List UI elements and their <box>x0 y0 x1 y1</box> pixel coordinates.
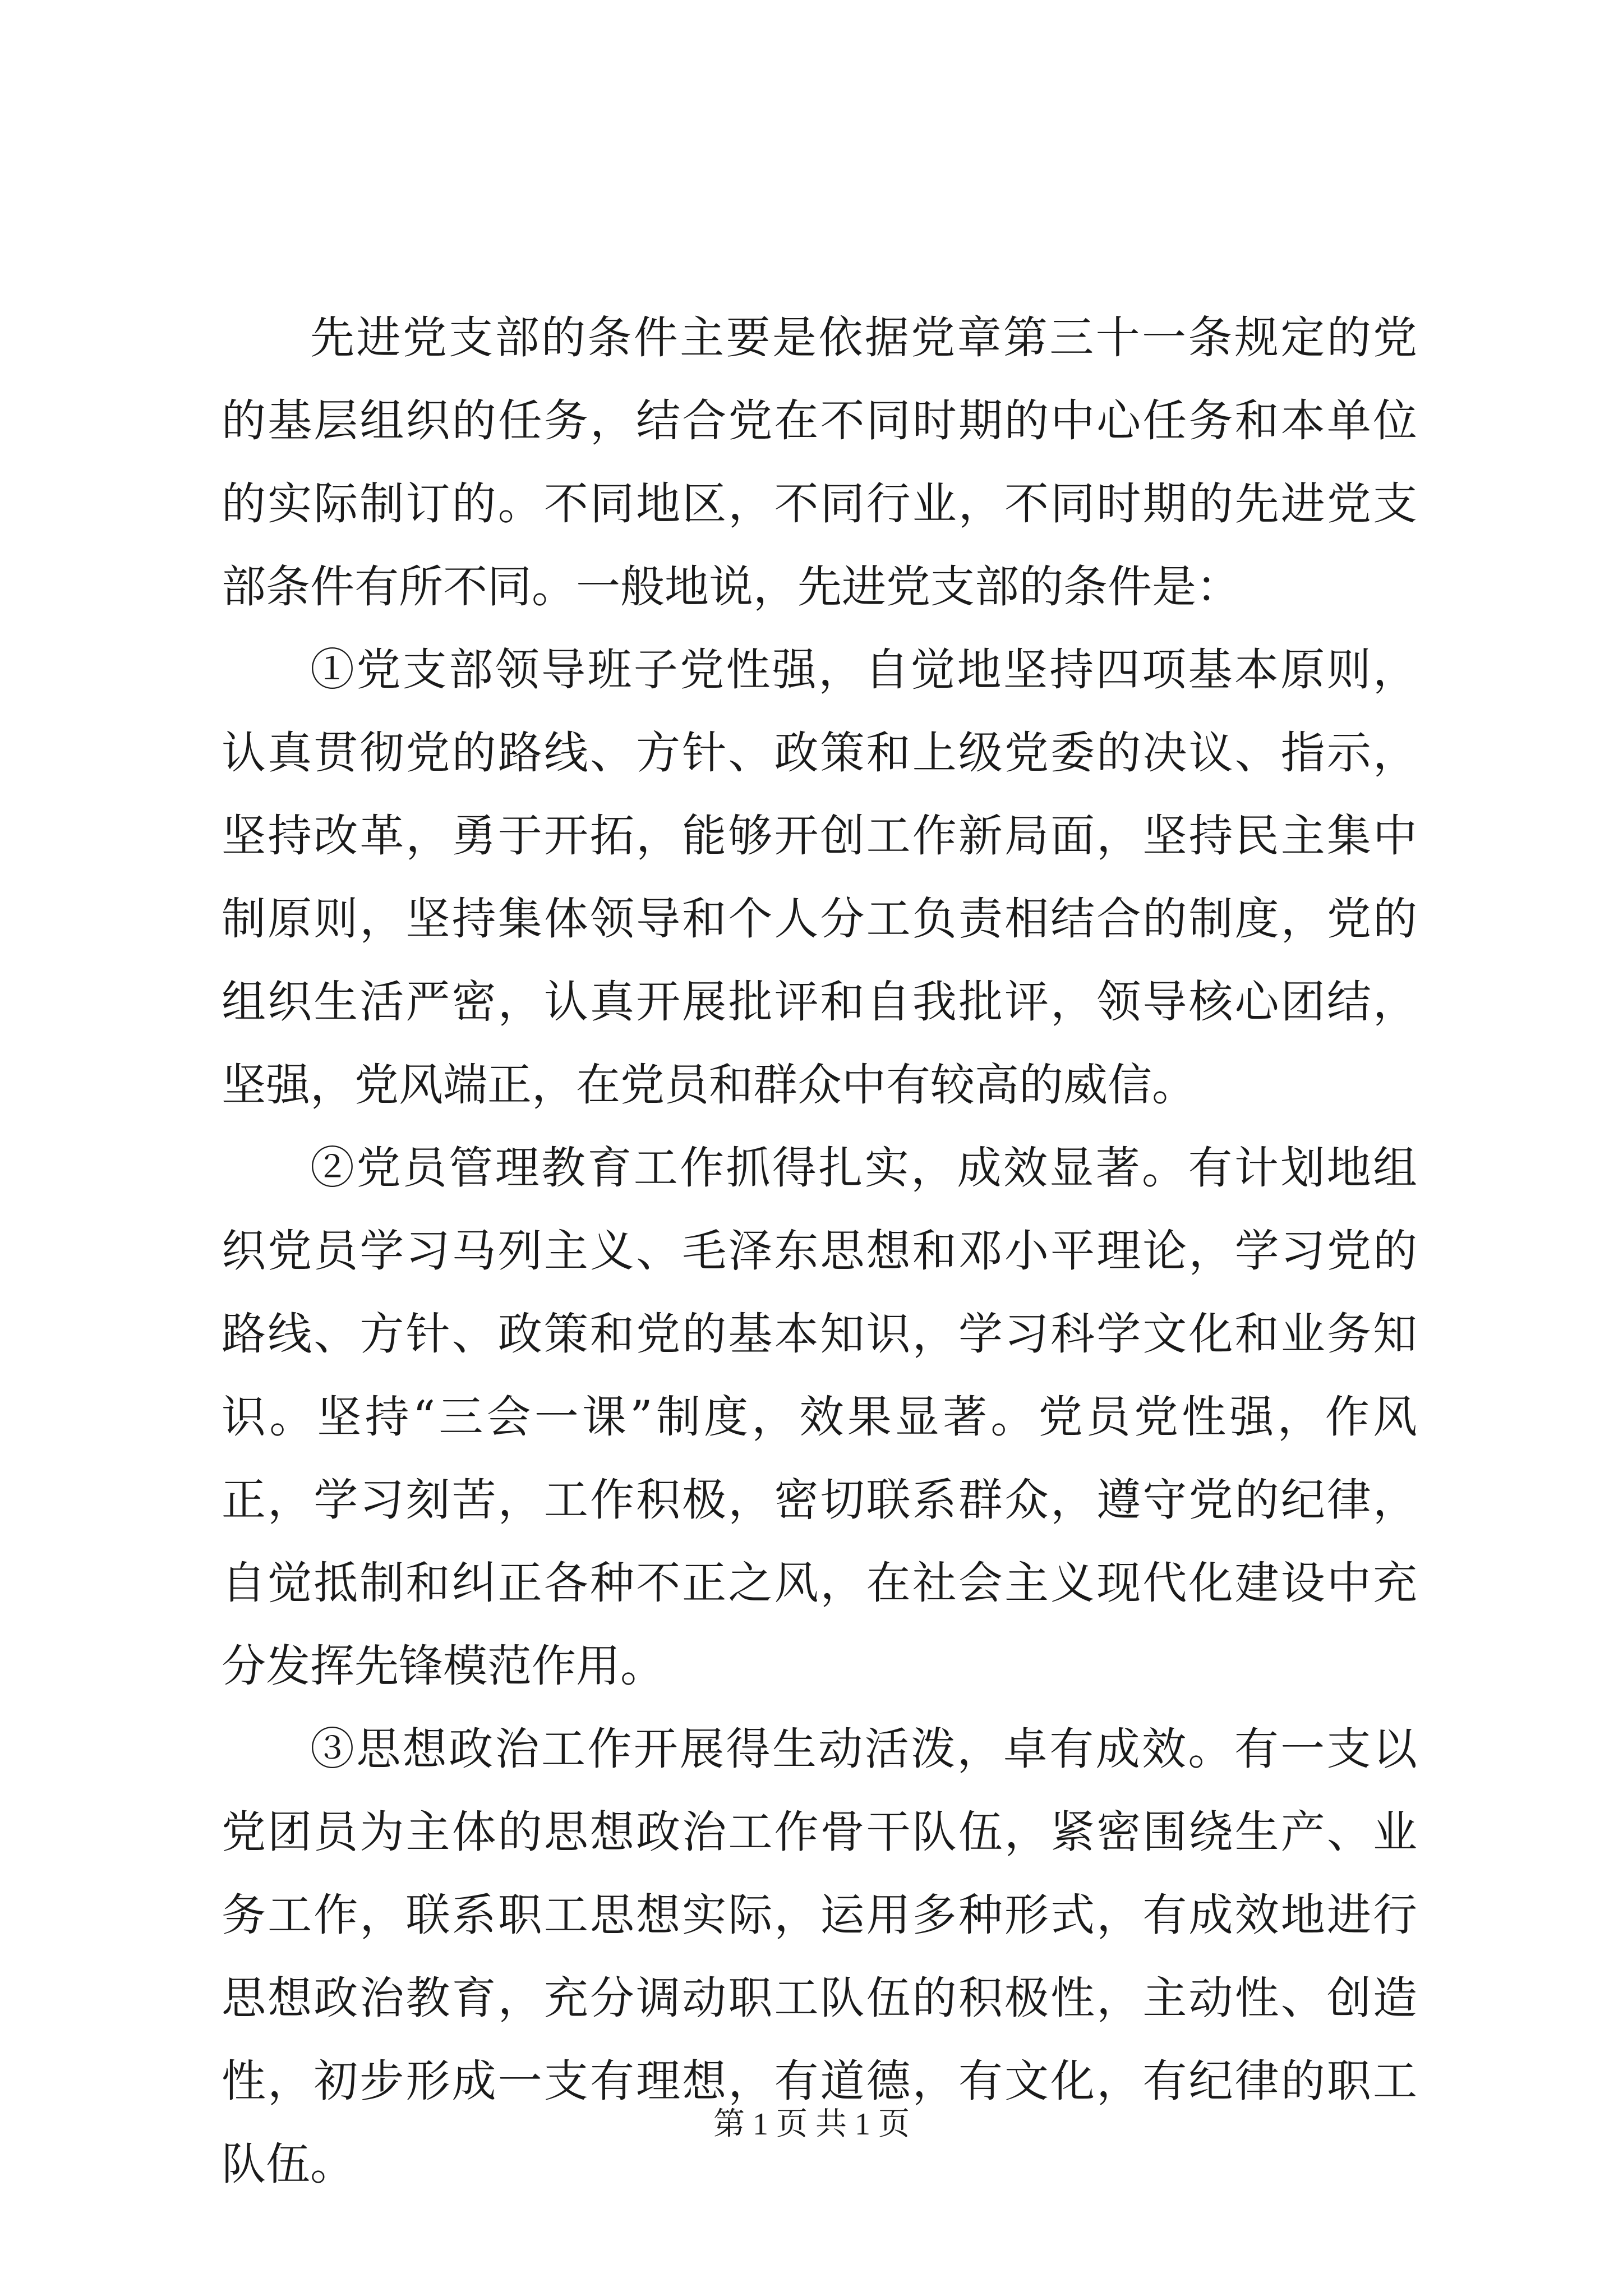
document-body <box>222 296 1417 2206</box>
paragraph-condition-3: ③思想政治工作开展得生动活泼，卓有成效。有一支以党团员为主体的思想政治工作骨干队伍，紧密围绕生产、业务工作，联系职工思想实际，运用多种形式，有成效地进行思想政治教育，充分调动职工队伍的积极性，主动性、创造性，初步形成一支有理想，有道德，有文化，有纪律的职工队伍。 <box>222 1723 1417 2190</box>
paragraph-condition-2: ②党员管理教育工作抓得扎实，成效显著。有计划地组织党员学习马列主义、毛泽东思想和邓小平理论，学习党的路线、方针、政策和党的基本知识，学习科学文化和业务知识。坚持“三会一课”制度，效果显著。党员党性强，作风正，学习刻苦，工作积极，密切联系群众，遵守党的纪律，自觉抵制和纠正各种不正之风，在社会主义现代化建设中充分发挥先锋模范作用。 <box>222 1142 1417 1692</box>
paragraph-intro: 先进党支部的条件主要是依据党章第三十一条规定的党的基层组织的任务，结合党在不同时期的中心任务和本单位的实际制订的。不同地区，不同行业，不同时期的先进党支部条件有所不同。一般地说，先进党支部的条件是： <box>222 312 1417 613</box>
paragraph-condition-1: ①党支部领导班子党性强，自觉地坚持四项基本原则，认真贯彻党的路线、方针、政策和上级党委的决议、指示，坚持改革，勇于开拓，能够开创工作新局面，坚持民主集中制原则，坚持集体领导和个人分工负责相结合的制度，党的组织生活严密，认真开展批评和自我批评，领导核心团结，坚强，党风端正，在党员和群众中有较高的威信。 <box>222 644 1417 1111</box>
page-footer: 第 1 页 共 1 页 <box>713 2107 910 2142</box>
